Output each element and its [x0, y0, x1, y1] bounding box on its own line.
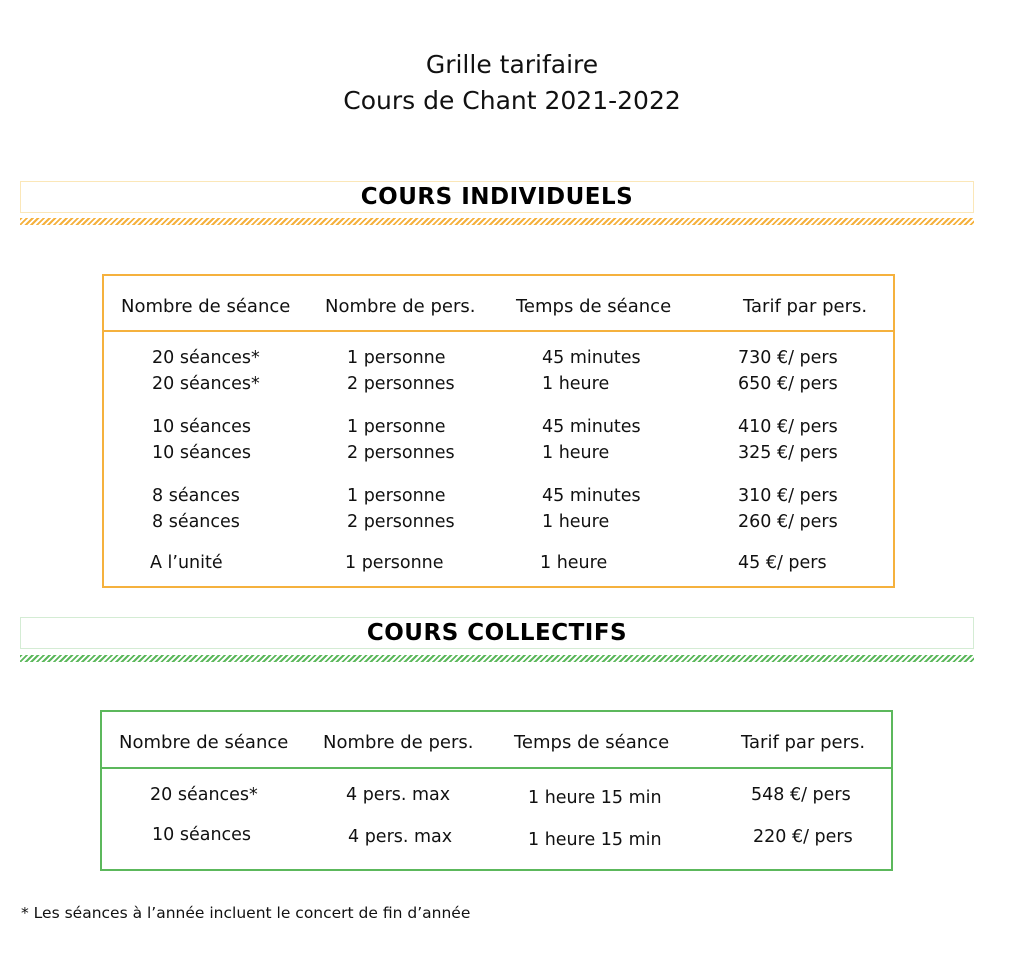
table-cell: 10 séances [152, 443, 252, 463]
table-cell: 548 €/ pers [751, 785, 851, 805]
table-cell: 8 séances [152, 486, 240, 506]
table-cell: 45 minutes [542, 348, 641, 368]
table-cell: 220 €/ pers [753, 827, 853, 847]
table-cell: 1 personne [345, 553, 444, 573]
table-cell: 45 minutes [542, 486, 641, 506]
column-header-sessions: Nombre de séance [121, 296, 291, 317]
footnote: * Les séances à l’année incluent le concert de fin d’année [21, 904, 471, 922]
column-header-people: Nombre de pers. [323, 732, 474, 753]
table-cell: 325 €/ pers [738, 443, 838, 463]
table-cell: A l’unité [150, 553, 223, 573]
table-cell: 2 personnes [347, 374, 455, 394]
page-subtitle: Cours de Chant 2021-2022 [343, 86, 681, 115]
column-header-duration: Temps de séance [516, 296, 672, 317]
table-cell: 45 €/ pers [738, 553, 827, 573]
collective-price-table [100, 710, 893, 871]
table-cell: 1 heure 15 min [528, 830, 662, 850]
table-header-divider [104, 330, 893, 332]
column-header-people: Nombre de pers. [325, 296, 476, 317]
table-cell: 20 séances* [152, 374, 260, 394]
collective-section-stripe [20, 655, 974, 662]
table-cell: 4 pers. max [346, 785, 451, 805]
individual-section-heading: COURS INDIVIDUELS [360, 184, 634, 210]
table-cell: 310 €/ pers [738, 486, 838, 506]
table-cell: 1 heure [542, 512, 610, 532]
column-header-price: Tarif par pers. [741, 732, 866, 753]
column-header-price: Tarif par pers. [743, 296, 868, 317]
column-header-duration: Temps de séance [514, 732, 670, 753]
table-cell: 1 personne [347, 417, 446, 437]
table-cell: 650 €/ pers [738, 374, 838, 394]
table-cell: 260 €/ pers [738, 512, 838, 532]
table-cell: 45 minutes [542, 417, 641, 437]
table-cell: 1 heure 15 min [528, 788, 662, 808]
table-cell: 20 séances* [152, 348, 260, 368]
collective-section-heading: COURS COLLECTIFS [366, 620, 628, 646]
table-cell: 1 personne [347, 348, 446, 368]
table-cell: 1 personne [347, 486, 446, 506]
table-cell: 8 séances [152, 512, 240, 532]
table-cell: 410 €/ pers [738, 417, 838, 437]
table-header-divider [102, 767, 891, 769]
table-cell: 4 pers. max [348, 827, 453, 847]
individual-section-stripe [20, 218, 974, 225]
page-title: Grille tarifaire [425, 50, 599, 79]
table-cell: 2 personnes [347, 443, 455, 463]
individual-price-table [102, 274, 895, 588]
table-cell: 2 personnes [347, 512, 455, 532]
table-cell: 1 heure [540, 553, 608, 573]
table-cell: 730 €/ pers [738, 348, 838, 368]
table-cell: 10 séances [152, 417, 252, 437]
table-cell: 1 heure [542, 374, 610, 394]
table-cell: 1 heure [542, 443, 610, 463]
table-cell: 10 séances [152, 825, 252, 845]
column-header-sessions: Nombre de séance [119, 732, 289, 753]
table-cell: 20 séances* [150, 785, 258, 805]
